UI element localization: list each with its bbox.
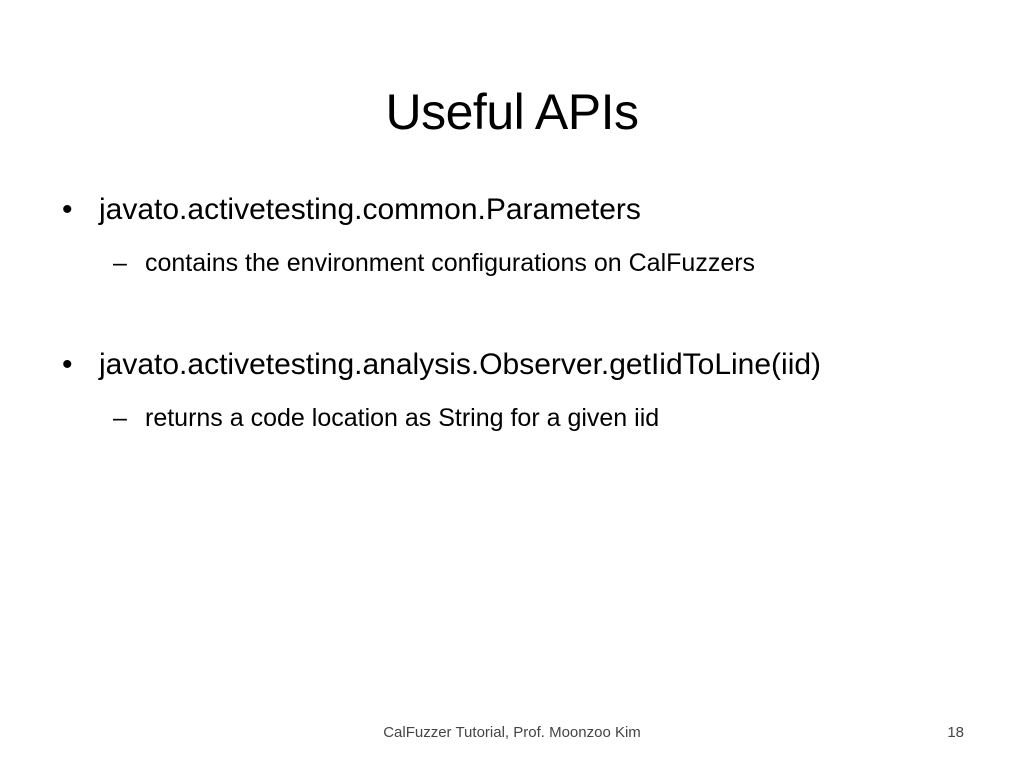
bullet-text: javato.activetesting.analysis.Observer.getIidToLine(iid) bbox=[99, 348, 822, 381]
bullet-text: javato.activetesting.common.Parameters bbox=[99, 193, 641, 226]
slide-footer: CalFuzzer Tutorial, Prof. Moonzoo Kim bbox=[383, 724, 641, 741]
slide-title: Useful APIs bbox=[385, 84, 639, 140]
sub-bullet-text: returns a code location as String for a given iid bbox=[145, 404, 660, 432]
sub-bullet-text: contains the environment configurations on CalFuzzers bbox=[145, 249, 756, 277]
page-number: 18 bbox=[947, 724, 964, 741]
dash-icon: – bbox=[113, 404, 127, 432]
dash-icon: – bbox=[113, 249, 127, 277]
bullet-dot-icon: • bbox=[62, 348, 73, 381]
bullet-dot-icon: • bbox=[62, 193, 73, 226]
